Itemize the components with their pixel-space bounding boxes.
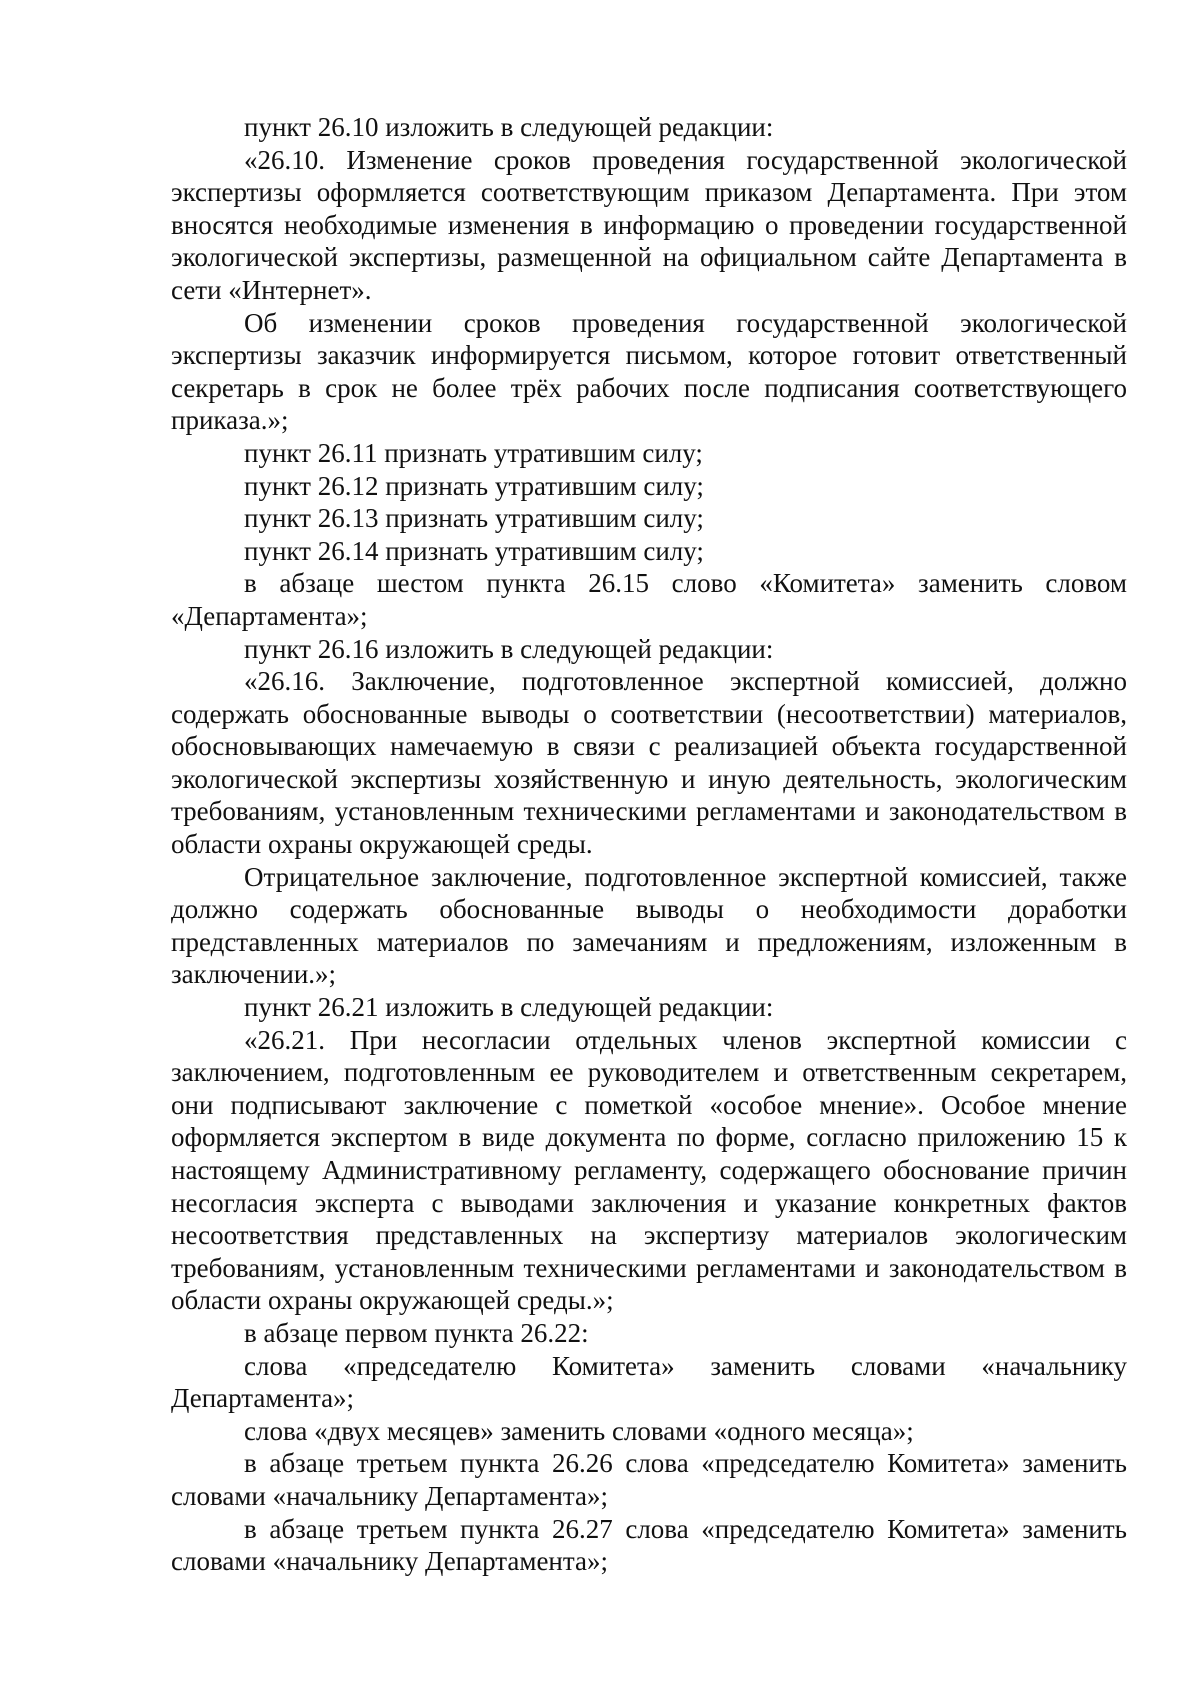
paragraph: «26.16. Заключение, подготовленное экспертной комиссией, должно содержать обоснованные выводы о соответствии (несоответствии) материалов, обосновывающих намечаемую в связи с реализацией объекта государственной экологической экспертизы хозяйственную и иную деятельность, экологическим требованиям, установленным техническими регламентами и законодательством в области охраны окружающей среды. [171, 666, 1127, 860]
paragraph: пункт 26.14 признать утратившим силу; [244, 535, 704, 566]
paragraph: в абзаце третьем пункта 26.27 слова «председателю Комитета» заменить словами «начальнику Департамента»; [171, 1513, 1127, 1577]
paragraph: пункт 26.12 признать утратившим силу; [244, 470, 704, 501]
paragraph: «26.21. При несогласии отдельных членов экспертной комиссии с заключением, подготовленным ее руководителем и ответственным секретарем, они подписывают заключение с пометкой «особое мнение». Особое мнение оформляется экспертом в виде документа по форме, согласно приложению 15 к настоящему Административному регламенту, содержащего обоснование причин несогласия эксперта с выводами заключения и указание конкретных фактов несоответствия представленных на экспертизу материалов экологическим требованиям, установленным техническими регламентами и законодательством в области охраны окружающей среды.»; [171, 1024, 1127, 1316]
paragraph: слова «двух месяцев» заменить словами «одного месяца»; [244, 1415, 914, 1446]
paragraph: пункт 26.10 изложить в следующей редакции: [244, 112, 774, 142]
paragraph: Отрицательное заключение, подготовленное экспертной комиссией, также должно содержать обоснованные выводы о необходимости доработки представленных материалов по замечаниям и предложениям, изложенным в заключении.»; [171, 861, 1127, 990]
paragraph: пункт 26.16 изложить в следующей редакции: [244, 633, 774, 664]
paragraph: Об изменении сроков проведения государственной экологической экспертизы заказчик информируется письмом, которое готовит ответственный секретарь в срок не более трёх рабочих после подписания соответствующего приказа.»; [171, 307, 1127, 436]
paragraph: слова «председателю Комитета» заменить словами «начальнику Департамента»; [171, 1350, 1127, 1414]
paragraph: в абзаце первом пункта 26.22: [244, 1317, 589, 1348]
paragraph: пункт 26.21 изложить в следующей редакции: [244, 992, 774, 1023]
paragraph: «26.10. Изменение сроков проведения государственной экологической экспертизы оформляется соответствующим приказом Департамента. При этом вносятся необходимые изменения в информацию о проведении государственной экологической экспертизы, размещенной на официальном сайте Департамента в сети «Интернет». [171, 144, 1127, 305]
paragraph: пункт 26.11 признать утратившим силу; [244, 437, 703, 468]
paragraph: в абзаце шестом пункта 26.15 слово «Комитета» заменить словом «Департамента»; [171, 568, 1127, 631]
document-body [171, 111, 1127, 1578]
paragraph: пункт 26.13 признать утратившим силу; [244, 503, 704, 534]
paragraph: в абзаце третьем пункта 26.26 слова «председателю Комитета» заменить словами «начальнику Департамента»; [171, 1448, 1127, 1511]
